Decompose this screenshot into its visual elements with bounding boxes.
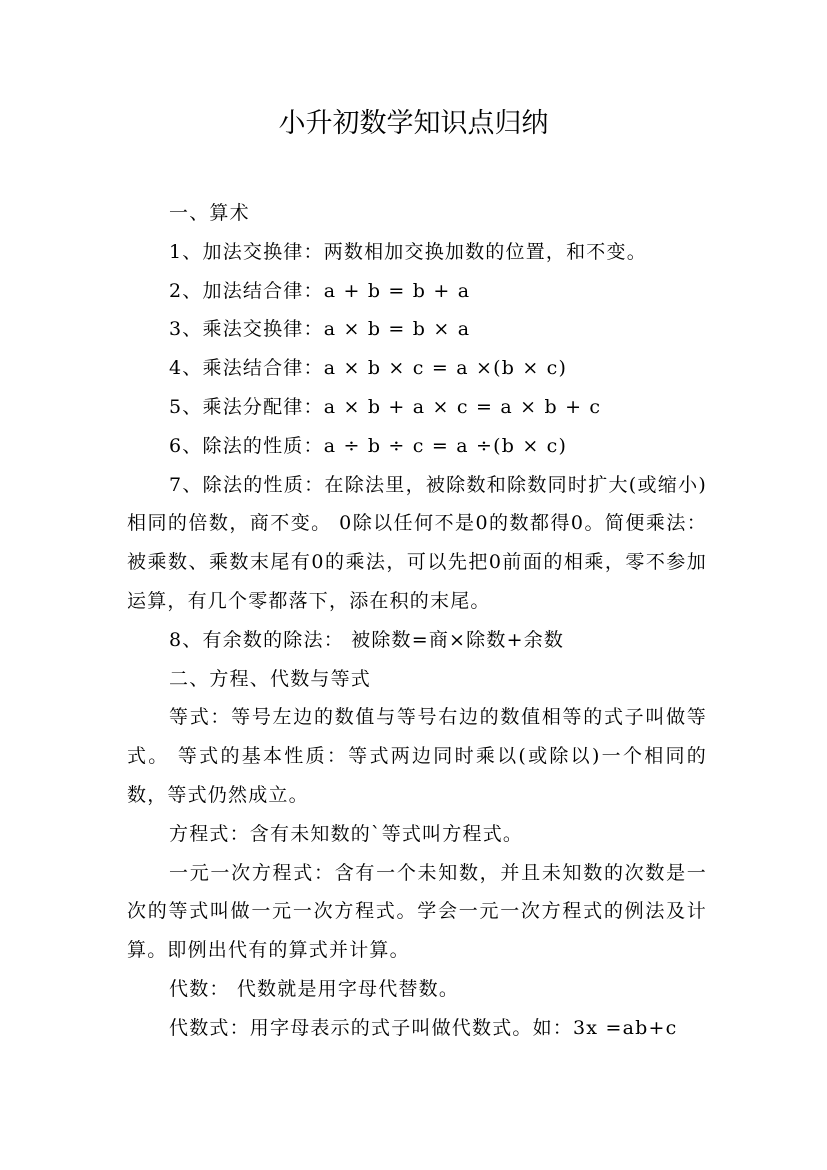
paragraph-division-property-2: 7、除法的性质：在除法里，被除数和除数同时扩大(或缩小)相同的倍数，商不变。 0除以任何不是0的数都得0。简便乘法：被乘数、乘数末尾有0的乘法，可以先把0前面的相乘，零不参加运算，有几个零都落下，添在积的末尾。 [127,473,707,612]
paragraph-equation: 方程式：含有未知数的`等式叫方程式。 [169,822,524,845]
paragraph-addition-commutative: 1、加法交换律：两数相加交换加数的位置，和不变。 [169,240,647,263]
paragraph-linear-equation: 一元一次方程式：含有一个未知数，并且未知数的次数是一次的等式叫做一元一次方程式。学会一元一次方程式的例法及计算。即例出代有的算式并计算。 [127,861,707,962]
paragraph-division-property-1: 6、除法的性质：a ÷ b ÷ c = a ÷(b × c) [169,434,568,457]
paragraph-algebraic-expression: 代数式：用字母表示的式子叫做代数式。如：3x =ab+c [169,1016,678,1039]
paragraph-multiplication-distributive: 5、乘法分配律：a × b + a × c = a × b + c [169,395,602,418]
paragraph-multiplication-commutative: 3、乘法交换律：a × b = b × a [169,318,471,341]
section-heading-arithmetic: 一、算术 [169,202,250,224]
document-body [127,194,707,1048]
paragraph-multiplication-associative: 4、乘法结合律：a × b × c = a ×(b × c) [169,357,568,380]
paragraph-algebra: 代数： 代数就是用字母代替数。 [169,977,460,1000]
document-title: 小升初数学知识点归纳 [278,108,549,139]
paragraph-equality: 等式：等号左边的数值与等号右边的数值相等的式子叫做等式。 等式的基本性质：等式两边同时乘以(或除以)一个相同的数，等式仍然成立。 [127,706,707,806]
section-heading-equations: 二、方程、代数与等式 [169,667,372,690]
paragraph-division-with-remainder: 8、有余数的除法： 被除数=商×除数+余数 [169,628,565,651]
paragraph-addition-associative: 2、加法结合律：a + b = b + a [169,279,471,302]
